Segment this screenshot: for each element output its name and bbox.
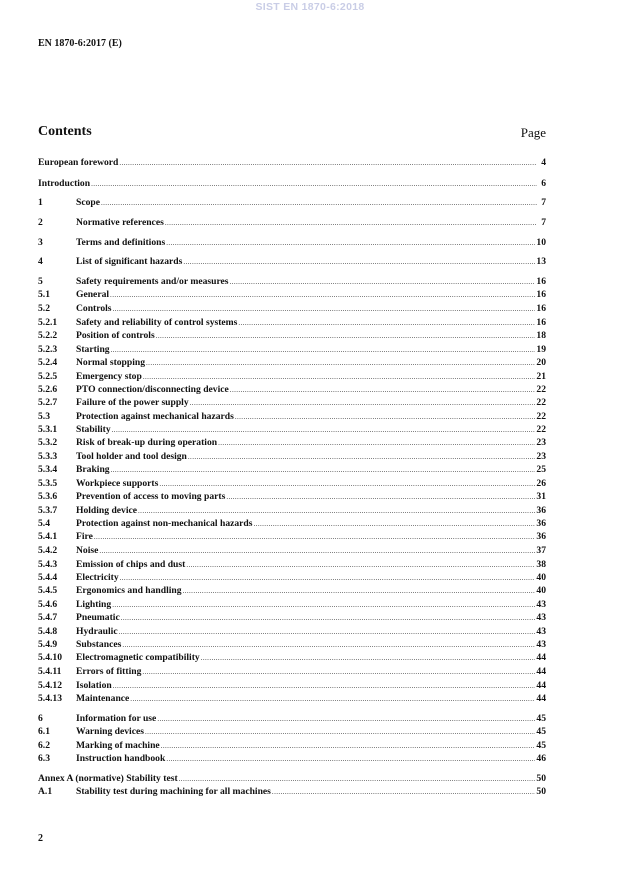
toc-entry-number: 5	[38, 276, 43, 287]
toc-dot-leader	[119, 626, 536, 638]
toc-entry-number: 5.4.10	[38, 652, 62, 663]
toc-entry-title: Isolation	[76, 680, 112, 691]
toc-entry-page: 45	[536, 740, 546, 751]
toc-entry-number: 5.1	[38, 289, 50, 300]
toc-dot-leader	[156, 330, 536, 342]
toc-entry-page: 22	[536, 384, 546, 395]
toc-entry-title: Risk of break-up during operation	[76, 437, 218, 448]
toc-entry-number: 6.1	[38, 726, 50, 737]
toc-entry-number: 5.3.7	[38, 505, 58, 516]
toc-entry[interactable]	[38, 276, 546, 288]
toc-dot-leader	[165, 217, 537, 229]
toc-entry[interactable]	[38, 478, 546, 490]
toc-entry-page: 16	[536, 303, 546, 314]
toc-entry-page: 22	[536, 397, 546, 408]
toc-entry-page: 23	[536, 451, 546, 462]
toc-dot-leader	[112, 424, 536, 436]
toc-entry-number: 5.2.6	[38, 384, 58, 395]
toc-entry-number: 5.3.4	[38, 464, 58, 475]
toc-entry-number: 5.4.3	[38, 559, 58, 570]
toc-entry[interactable]	[38, 545, 546, 557]
toc-dot-leader	[99, 545, 535, 557]
toc-entry-number: 5.3.6	[38, 491, 58, 502]
toc-entry-title: Normal stopping	[76, 357, 146, 368]
toc-entry-number: 5.3.3	[38, 451, 58, 462]
toc-entry-title: Hydraulic	[76, 626, 118, 637]
toc-entry-number: 5.2.5	[38, 371, 58, 382]
toc-entry[interactable]	[38, 491, 546, 503]
toc-entry-number: 2	[38, 217, 43, 228]
toc-entry[interactable]	[38, 178, 546, 190]
toc-entry-number: 5.2.1	[38, 317, 58, 328]
toc-entry[interactable]	[38, 572, 546, 584]
toc-entry[interactable]	[38, 599, 546, 611]
toc-entry-title: Controls	[76, 303, 112, 314]
toc-entry-number: 5.4.12	[38, 680, 62, 691]
toc-entry-number: 5.4.5	[38, 585, 58, 596]
toc-entry-title: Marking of machine	[76, 740, 160, 751]
toc-entry[interactable]	[38, 666, 546, 678]
toc-entry-page: 19	[536, 344, 546, 355]
toc-entry-title: Emergency stop	[76, 371, 142, 382]
toc-entry-page: 44	[536, 652, 546, 663]
toc-entry-title: Stability	[76, 424, 111, 435]
toc-entry-number: 5.4.4	[38, 572, 58, 583]
toc-entry-page: 44	[536, 693, 546, 704]
toc-entry-title: Noise	[76, 545, 99, 556]
document-id: EN 1870-6:2017 (E)	[38, 38, 122, 49]
toc-dot-leader	[179, 773, 536, 785]
toc-entry-title: General	[76, 289, 110, 300]
toc-entry-title: Workpiece supports	[76, 478, 159, 489]
toc-entry-title: Tool holder and tool design	[76, 451, 187, 462]
toc-entry-title: Fire	[76, 531, 93, 542]
toc-dot-leader	[161, 740, 536, 752]
toc-entry-page: 38	[536, 559, 546, 570]
toc-entry[interactable]	[38, 384, 546, 396]
toc-dot-leader	[146, 357, 535, 369]
toc-entry-title: Electromagnetic compatibility	[76, 652, 200, 663]
toc-entry[interactable]	[38, 217, 546, 229]
toc-dot-leader	[218, 437, 535, 449]
toc-entry-title: Errors of fitting	[76, 666, 142, 677]
toc-entry-page: 40	[536, 572, 546, 583]
toc-entry[interactable]	[38, 197, 546, 209]
toc-entry[interactable]	[38, 303, 546, 315]
toc-dot-leader	[190, 397, 536, 409]
toc-entry-page: 50	[536, 786, 546, 797]
toc-entry-title: PTO connection/disconnecting device	[76, 384, 229, 395]
toc-dot-leader	[238, 317, 535, 329]
toc-entry-title: Braking	[76, 464, 110, 475]
toc-entry-title: Warning devices	[76, 726, 144, 737]
toc-entry-number: 5.2.7	[38, 397, 58, 408]
toc-entry-page: 43	[536, 599, 546, 610]
toc-entry-title: Normative references	[76, 217, 164, 228]
toc-dot-leader	[186, 559, 535, 571]
toc-entry-page: 10	[536, 237, 546, 248]
toc-dot-leader	[120, 572, 536, 584]
toc-entry[interactable]	[38, 371, 546, 383]
toc-dot-leader	[183, 256, 535, 268]
toc-entry[interactable]	[38, 451, 546, 463]
toc-entry-page: 44	[536, 666, 546, 677]
toc-entry-page: 31	[536, 491, 546, 502]
toc-entry-page: 7	[541, 217, 546, 228]
toc-entry-title: Pneumatic	[76, 612, 120, 623]
toc-entry-page: 18	[536, 330, 546, 341]
toc-entry-page: 37	[536, 545, 546, 556]
toc-entry-page: 36	[536, 531, 546, 542]
toc-dot-leader	[235, 411, 536, 423]
toc-entry-title: Maintenance	[76, 693, 130, 704]
toc-entry-number: 6	[38, 713, 43, 724]
toc-entry-page: 16	[536, 276, 546, 287]
toc-entry-title: Safety and reliability of control systems	[76, 317, 238, 328]
toc-dot-leader	[121, 612, 536, 624]
toc-entry-page: 21	[536, 371, 546, 382]
toc-entry-title: Stability test during machining for all machines	[76, 786, 271, 797]
toc-entry-page: 25	[536, 464, 546, 475]
toc-dot-leader	[119, 157, 537, 169]
toc-dot-leader	[159, 478, 535, 490]
toc-dot-leader	[101, 197, 537, 209]
toc-entry-number: 5.4.9	[38, 639, 58, 650]
toc-dot-leader	[143, 371, 536, 383]
toc-entry-number: 5.4.1	[38, 531, 58, 542]
toc-entry-title: Substances	[76, 639, 122, 650]
toc-entry[interactable]	[38, 531, 546, 543]
toc-dot-leader	[113, 303, 536, 315]
toc-entry-title: Annex A (normative) Stability test	[38, 773, 178, 784]
toc-dot-leader	[272, 786, 535, 798]
toc-dot-leader	[94, 531, 536, 543]
toc-entry[interactable]	[38, 330, 546, 342]
toc-entry-number: 5.3.5	[38, 478, 58, 489]
toc-entry-title: Lighting	[76, 599, 112, 610]
toc-entry-page: 4	[541, 157, 546, 168]
toc-dot-leader	[230, 276, 536, 288]
toc-entry-title: Starting	[76, 344, 110, 355]
toc-entry-title: Protection against mechanical hazards	[76, 411, 234, 422]
toc-entry-number: 5.3	[38, 411, 50, 422]
toc-entry-page: 44	[536, 680, 546, 691]
toc-entry[interactable]	[38, 773, 546, 785]
toc-entry-number: 3	[38, 237, 43, 248]
toc-entry-number: 5.4.2	[38, 545, 58, 556]
toc-entry[interactable]	[38, 786, 546, 798]
toc-entry-title: Terms and definitions	[76, 237, 166, 248]
toc-entry[interactable]	[38, 505, 546, 517]
toc-entry-page: 7	[541, 197, 546, 208]
toc-entry-number: 1	[38, 197, 43, 208]
toc-entry[interactable]	[38, 740, 546, 752]
toc-entry-page: 43	[536, 626, 546, 637]
toc-entry-page: 43	[536, 612, 546, 623]
toc-dot-leader	[122, 639, 535, 651]
toc-entry-title: Information for use	[76, 713, 157, 724]
toc-entry-title: Ergonomics and handling	[76, 585, 182, 596]
toc-entry-title: Holding device	[76, 505, 138, 516]
toc-entry-number: 6.2	[38, 740, 50, 751]
toc-entry-title: Protection against non-mechanical hazards	[76, 518, 253, 529]
toc-entry-number: 5.4.7	[38, 612, 58, 623]
toc-dot-leader	[145, 726, 535, 738]
toc-dot-leader	[183, 585, 536, 597]
toc-entry[interactable]	[38, 424, 546, 436]
toc-entry[interactable]	[38, 559, 546, 571]
toc-dot-leader	[226, 491, 535, 503]
toc-entry-title: Prevention of access to moving parts	[76, 491, 226, 502]
toc-entry[interactable]	[38, 652, 546, 664]
toc-entry-page: 36	[536, 518, 546, 529]
toc-entry[interactable]	[38, 612, 546, 624]
toc-entry-title: Scope	[76, 197, 100, 208]
toc-dot-leader	[130, 693, 535, 705]
toc-entry[interactable]	[38, 518, 546, 530]
toc-entry[interactable]	[38, 357, 546, 369]
toc-entry[interactable]	[38, 464, 546, 476]
toc-entry-page: 46	[536, 753, 546, 764]
toc-entry-number: 4	[38, 256, 43, 267]
toc-entry[interactable]	[38, 437, 546, 449]
toc-entry-page: 20	[536, 357, 546, 368]
toc-entry[interactable]	[38, 411, 546, 423]
toc-entry-number: 5.3.2	[38, 437, 58, 448]
toc-entry-page: 26	[536, 478, 546, 489]
toc-entry[interactable]	[38, 639, 546, 651]
toc-entry-number: 5.2.2	[38, 330, 58, 341]
page-column-label: Page	[520, 125, 546, 140]
toc-dot-leader	[166, 753, 535, 765]
toc-entry[interactable]	[38, 317, 546, 329]
toc-dot-leader	[142, 666, 535, 678]
toc-entry-number: 5.2.4	[38, 357, 58, 368]
toc-entry[interactable]	[38, 680, 546, 692]
toc-entry[interactable]	[38, 585, 546, 597]
toc-entry-number: 5.3.1	[38, 424, 58, 435]
toc-entry-title: Safety requirements and/or measures	[76, 276, 229, 287]
toc-entry[interactable]	[38, 713, 546, 725]
toc-entry-title: Electricity	[76, 572, 119, 583]
toc-entry-number: 5.4.8	[38, 626, 58, 637]
toc-entry-page: 40	[536, 585, 546, 596]
toc-entry-page: 36	[536, 505, 546, 516]
toc-entry-title: Position of controls	[76, 330, 155, 341]
toc-entry-number: 5.4.6	[38, 599, 58, 610]
toc-entry[interactable]	[38, 344, 546, 356]
toc-dot-leader	[188, 451, 536, 463]
toc-entry-page: 13	[536, 256, 546, 267]
toc-entry[interactable]	[38, 256, 546, 268]
toc-entry-page: 50	[536, 773, 546, 784]
toc-dot-leader	[254, 518, 536, 530]
toc-entry-page: 22	[536, 411, 546, 422]
toc-entry-title: Failure of the power supply	[76, 397, 189, 408]
toc-entry-number: 5.4.11	[38, 666, 62, 677]
toc-entry-title: European foreword	[38, 157, 119, 168]
toc-entry-number: 5.4.13	[38, 693, 62, 704]
toc-entry-number: A.1	[38, 786, 53, 797]
toc-dot-leader	[201, 652, 536, 664]
toc-entry-number: 5.2.3	[38, 344, 58, 355]
toc-entry[interactable]	[38, 237, 546, 249]
toc-entry-title: List of significant hazards	[76, 256, 183, 267]
toc-entry[interactable]	[38, 726, 546, 738]
toc-dot-leader	[112, 599, 535, 611]
toc-entry-page: 16	[536, 289, 546, 300]
toc-entry-page: 22	[536, 424, 546, 435]
toc-entry-title: Introduction	[38, 178, 91, 189]
toc-entry-page: 6	[541, 178, 546, 189]
toc-entry-title: Emission of chips and dust	[76, 559, 186, 570]
toc-dot-leader	[110, 289, 535, 301]
toc-entry-page: 43	[536, 639, 546, 650]
toc-entry-number: 5.2	[38, 303, 50, 314]
toc-dot-leader	[166, 237, 535, 249]
toc-entry-page: 16	[536, 317, 546, 328]
toc-entry[interactable]	[38, 626, 546, 638]
toc-entry-number: 5.4	[38, 518, 50, 529]
toc-entry[interactable]	[38, 157, 546, 169]
watermark: SIST EN 1870-6:2018	[255, 1, 365, 13]
toc-dot-leader	[113, 680, 536, 692]
toc-dot-leader	[111, 464, 536, 476]
toc-entry-page: 45	[536, 726, 546, 737]
toc-entry-page: 45	[536, 713, 546, 724]
toc-entry[interactable]	[38, 693, 546, 705]
toc-entry-number: 6.3	[38, 753, 50, 764]
contents-heading: Contents	[38, 124, 92, 139]
toc-entry[interactable]	[38, 753, 546, 765]
toc-entry[interactable]	[38, 289, 546, 301]
toc-dot-leader	[111, 344, 536, 356]
toc-entry[interactable]	[38, 397, 546, 409]
page-number: 2	[38, 833, 43, 844]
toc-entry-title: Instruction handbook	[76, 753, 166, 764]
toc-dot-leader	[230, 384, 536, 396]
toc-dot-leader	[157, 713, 535, 725]
toc-dot-leader	[138, 505, 535, 517]
toc-entry-page: 23	[536, 437, 546, 448]
toc-dot-leader	[91, 178, 537, 190]
